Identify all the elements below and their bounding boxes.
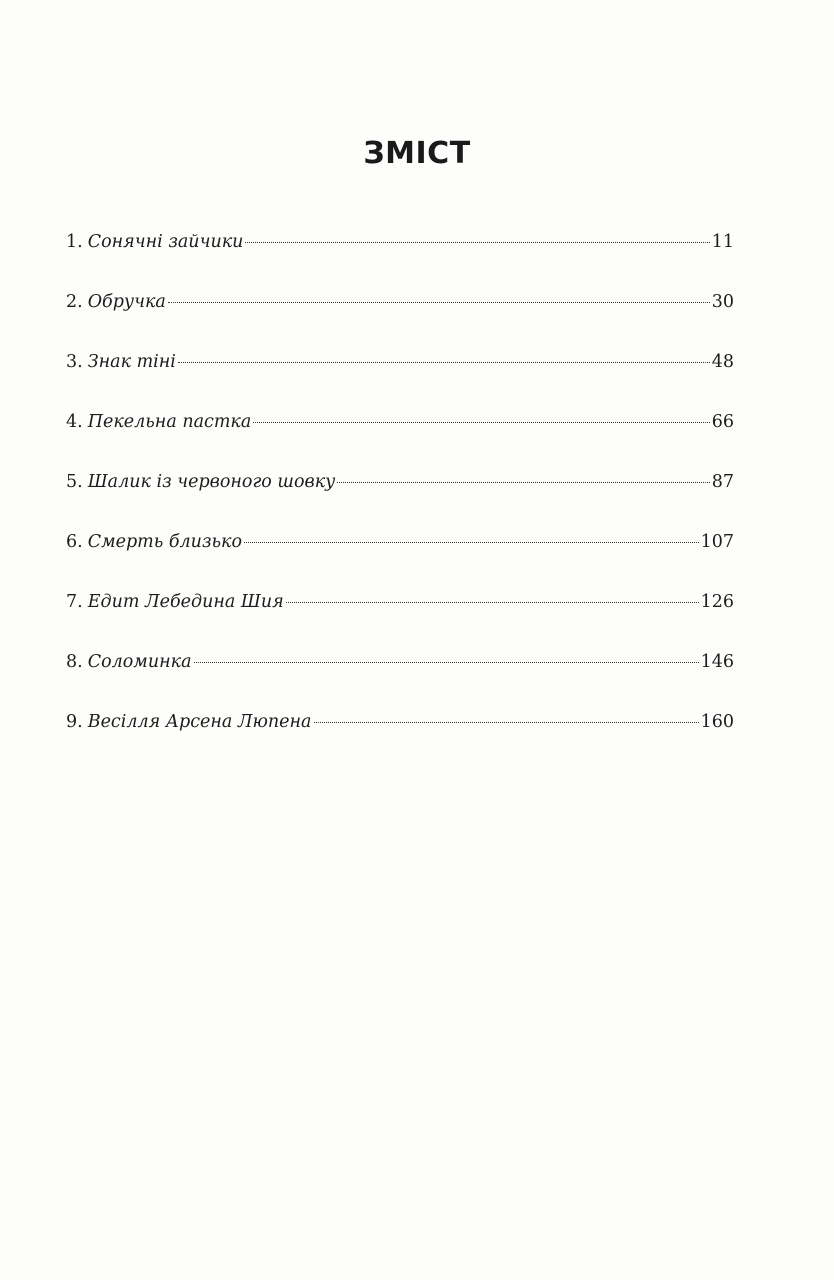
entry-page-number: 87 [711, 472, 734, 492]
entry-page-number: 107 [700, 532, 734, 552]
entry-number: 6. [66, 532, 83, 552]
entry-title: Пекельна пастка [87, 412, 252, 432]
dot-leader [253, 422, 709, 423]
entry-number: 9. [66, 712, 83, 732]
table-of-contents [66, 228, 734, 768]
toc-entry-5 [66, 468, 734, 528]
toc-entry-2 [66, 288, 734, 348]
dot-leader [245, 242, 709, 243]
entry-page-number: 146 [700, 652, 734, 672]
entry-title: Сонячні зайчики [87, 232, 244, 252]
entry-number: 8. [66, 652, 83, 672]
toc-entry-4 [66, 408, 734, 468]
entry-number: 7. [66, 592, 83, 612]
entry-title: Едит Лебедина Шия [87, 592, 284, 612]
entry-page-number: 30 [711, 292, 734, 312]
toc-entry-6 [66, 528, 734, 588]
entry-page-number: 11 [711, 232, 734, 252]
dot-leader [194, 662, 699, 663]
entry-number: 3. [66, 352, 83, 372]
entry-title: Знак тіні [87, 352, 176, 372]
dot-leader [337, 482, 709, 483]
dot-leader [244, 542, 699, 543]
entry-number: 5. [66, 472, 83, 492]
toc-entry-1 [66, 228, 734, 288]
entry-title: Соломинка [87, 652, 192, 672]
dot-leader [168, 302, 710, 303]
entry-title: Весілля Арсена Люпена [87, 712, 312, 732]
toc-entry-3 [66, 348, 734, 408]
entry-title: Шалик із червоного шовку [87, 472, 336, 492]
dot-leader [314, 722, 699, 723]
dot-leader [178, 362, 710, 363]
page-title: ЗМІСТ [363, 136, 471, 171]
entry-number: 2. [66, 292, 83, 312]
toc-entry-8 [66, 648, 734, 708]
entry-title: Обручка [87, 292, 166, 312]
entry-number: 1. [66, 232, 83, 252]
toc-entry-9 [66, 708, 734, 768]
entry-page-number: 48 [711, 352, 734, 372]
entry-page-number: 66 [711, 412, 734, 432]
entry-number: 4. [66, 412, 83, 432]
dot-leader [286, 602, 699, 603]
toc-entry-7 [66, 588, 734, 648]
entry-title: Смерть близько [87, 532, 242, 552]
entry-page-number: 126 [700, 592, 734, 612]
entry-page-number: 160 [700, 712, 734, 732]
